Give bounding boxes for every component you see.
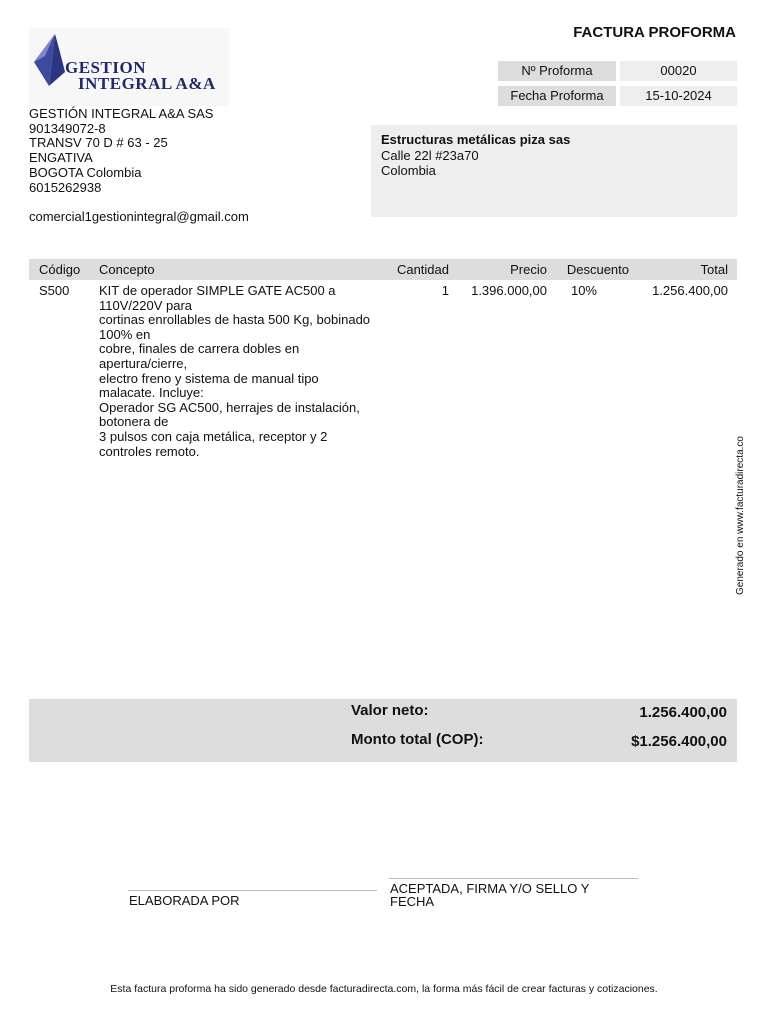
header-code: Código [39,262,81,277]
concept-line: botonera de [99,414,169,430]
totals-box [29,699,737,762]
concept-line: malacate. Incluye: [99,385,204,401]
row-discount: 10% [570,283,597,298]
total-amount-label: Monto total (COP): [351,731,484,748]
issuer-name: GESTIÓN INTEGRAL A&A SAS [29,106,214,121]
concept-line: 3 pulsos con caja metálica, receptor y 2 [99,428,328,444]
header-price: Precio [510,262,547,277]
net-value: 1.256.400,00 [639,704,727,721]
prepared-by-label: ELABORADA POR [129,893,240,908]
client-name: Estructuras metálicas piza sas [381,132,571,147]
concept-line: cortinas enrollables de hasta 500 Kg, bobinado [99,312,371,328]
proforma-date-value: 15-10-2024 [620,86,737,106]
logo-text-line2: INTEGRAL A&A [78,74,216,93]
accepted-line [389,878,638,879]
logo-text-line1: GESTION [65,58,146,77]
row-quantity: 1 [441,283,449,298]
client-address: Calle 22l #23a70 [381,147,479,163]
header-concept: Concepto [99,262,155,277]
footer-note: Esta factura proforma ha sido generado desde facturadirecta.com, la forma más fácil de crear facturas y cotizaciones. [110,983,658,995]
issuer-email: comercial1gestionintegral@gmail.com [29,208,249,224]
concept-line: KIT de operador SIMPLE GATE AC500 a [99,283,336,298]
prepared-by-line [128,890,377,891]
client-box [371,125,737,217]
concept-line: Operador SG AC500, herrajes de instalación, [99,399,360,415]
header-quantity: Cantidad [396,262,449,277]
row-total: 1.256.400,00 [652,283,728,298]
concept-line: cobre, finales de carrera dobles en [99,341,300,357]
proforma-number-label: Nº Proforma [498,61,616,81]
client-country: Colombia [381,163,436,178]
issuer-nit: 901349072-8 [29,120,106,136]
concept-line: controles remoto. [99,443,200,459]
generator-side-note: Generado en www.facturadirecta.co [735,436,746,595]
row-concept [99,284,379,459]
company-logo [29,28,229,106]
concept-line: apertura/cierre, [99,355,188,371]
issuer-info [29,107,249,225]
accepted-label-line1: ACEPTADA, FIRMA Y/O SELLO Y [390,881,590,896]
accepted-label-line2: FECHA [390,894,435,909]
document-title: FACTURA PROFORMA [573,24,736,41]
diamond-logo-icon [31,32,67,88]
concept-line: 110V/220V para [99,297,192,313]
issuer-city: BOGOTA Colombia [29,164,142,180]
concept-line: electro freno y sistema de manual tipo [99,370,319,386]
issuer-address: TRANSV 70 D # 63 - 25 [29,135,168,151]
row-price: 1.396.000,00 [471,283,547,298]
proforma-number-value: 00020 [620,61,737,81]
issuer-phone: 6015262938 [29,179,102,195]
header-discount: Descuento [566,262,629,277]
concept-line: 100% en [99,326,151,342]
proforma-date-label: Fecha Proforma [498,86,616,106]
issuer-locality: ENGATIVA [29,150,93,166]
row-code: S500 [39,283,70,298]
items-table-header [29,259,737,280]
header-total: Total [700,262,728,277]
accepted-label [390,882,589,908]
total-amount-value: $1.256.400,00 [631,733,727,750]
net-value-label: Valor neto: [351,702,429,719]
